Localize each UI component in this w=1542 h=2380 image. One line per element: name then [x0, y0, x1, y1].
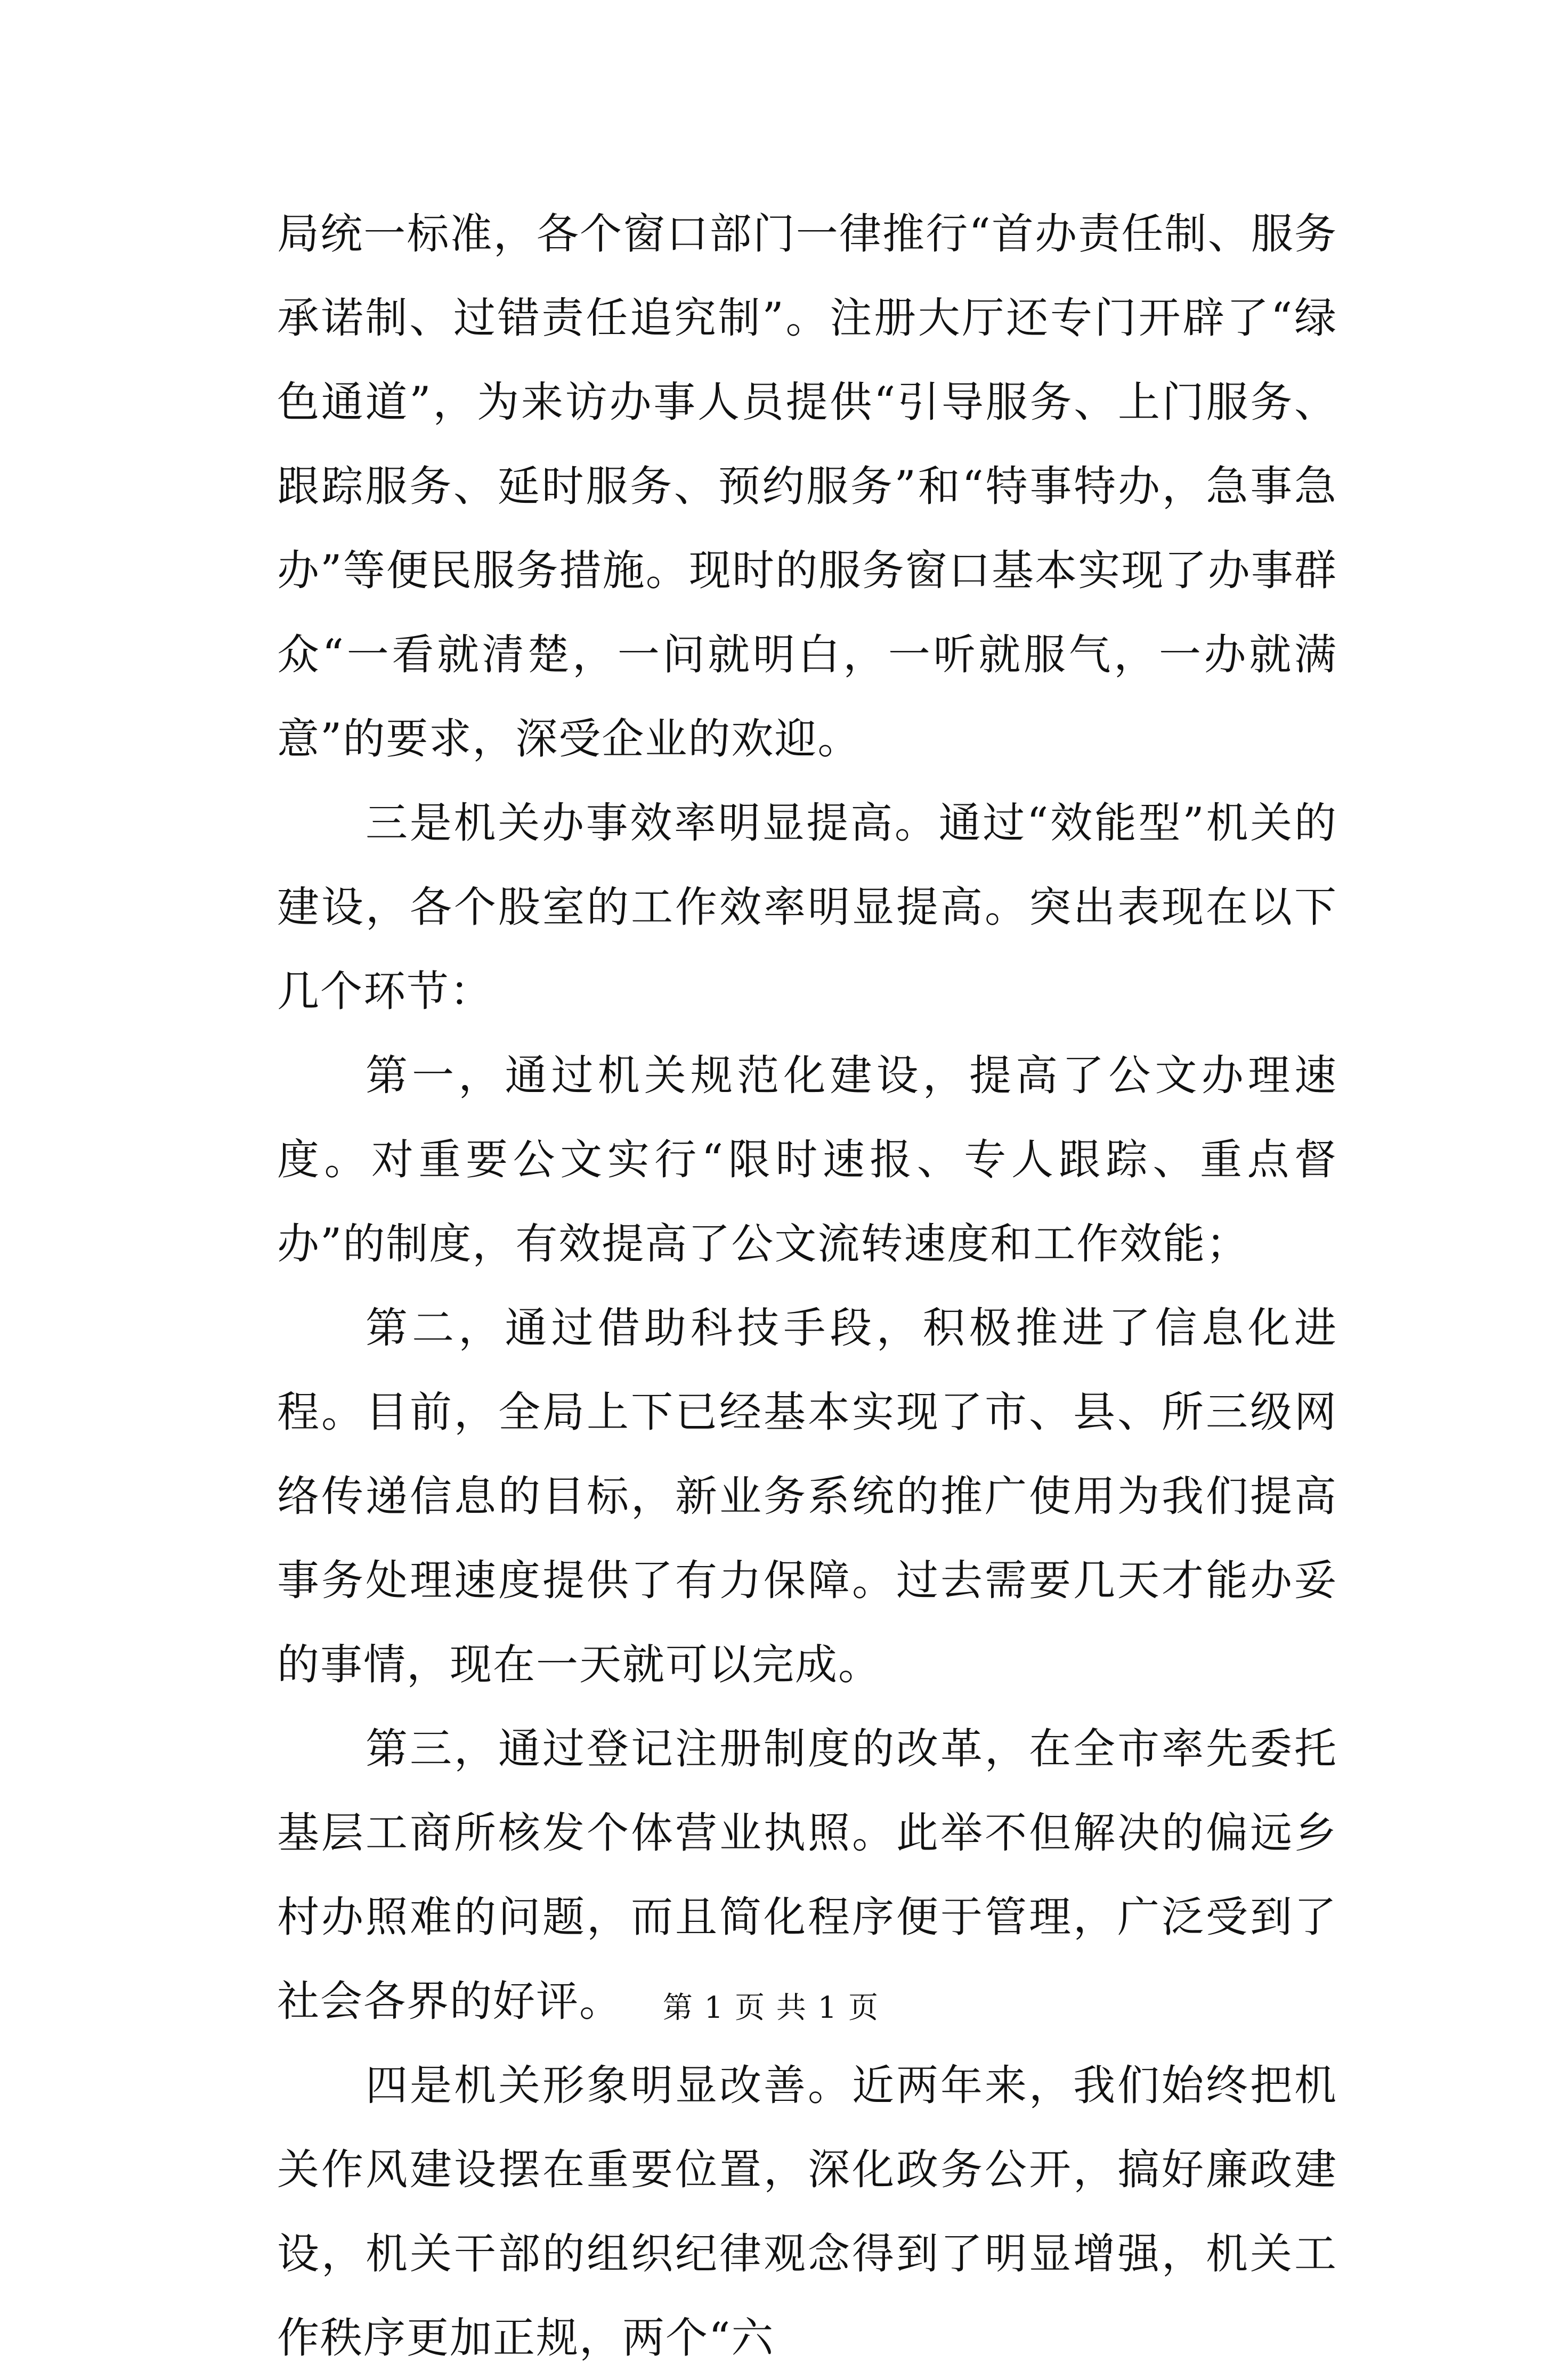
paragraph-2: 三是机关办事效率明显提高。通过“效能型”机关的建设，各个股室的工作效率明显提高。突出表现在以下几个环节：: [277, 798, 1337, 1016]
paragraph-6: 四是机关形象明显改善。近两年来，我们始终把机关作风建设摆在重要位置，深化政务公开，搞好廉政建设，机关干部的组织纪律观念得到了明显增强，机关工作秩序更加正规，两个“六: [277, 2061, 1337, 2362]
paragraph-1: 局统一标准，各个窗口部门一律推行“首办责任制、服务承诺制、过错责任追究制”。注册大厅还专门开辟了“绿色通道”，为来访办事人员提供“引导服务、上门服务、跟踪服务、延时服务、预约服务”和“特事特办，急事急办”等便民服务措施。现时的服务窗口基本实现了办事群众“一看就清楚，一问就明白，一听就服气，一办就满意”的要求，深受企业的欢迎。: [277, 209, 1337, 763]
page-number-footer: 第 1 页 共 1 页: [662, 1991, 880, 2025]
document-body: [277, 192, 1337, 2380]
paragraph-3: 第一，通过机关规范化建设，提高了公文办理速度。对重要公文实行“限时速报、专人跟踪、重点督办”的制度，有效提高了公文流转速度和工作效能；: [277, 1051, 1337, 1268]
paragraph-5: 第三，通过登记注册制度的改革，在全市率先委托基层工商所核发个体营业执照。此举不但解决的偏远乡村办照难的问题，而且简化程序便于管理，广泛受到了社会各界的好评。: [277, 1724, 1337, 2026]
paragraph-4: 第二，通过借助科技手段，积极推进了信息化进程。目前，全局上下已经基本实现了市、县、所三级网络传递信息的目标，新业务系统的推广使用为我们提高事务处理速度提供了有力保障。过去需要几天才能办妥的事情，现在一天就可以完成。: [277, 1303, 1337, 1689]
